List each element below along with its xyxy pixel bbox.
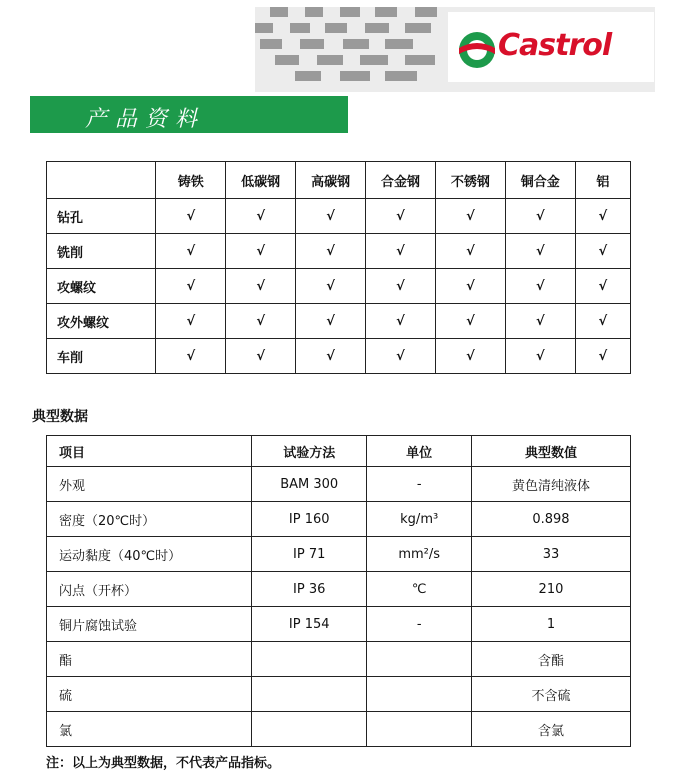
check-mark: √ <box>366 304 436 339</box>
table-cell: 运动黏度（40℃时） <box>47 537 252 572</box>
table-cell: 外观 <box>47 467 252 502</box>
table-row <box>47 304 631 339</box>
table-cell: IP 154 <box>251 607 367 642</box>
table-cell: IP 71 <box>251 537 367 572</box>
check-mark: √ <box>156 199 226 234</box>
table-row <box>47 677 631 712</box>
check-mark: √ <box>296 199 366 234</box>
table-cell: 硫 <box>47 677 252 712</box>
table-cell: 210 <box>471 572 630 607</box>
table-cell: kg/m³ <box>367 502 471 537</box>
check-mark: √ <box>226 339 296 374</box>
check-mark: √ <box>435 339 505 374</box>
page-title: 产品资料 <box>85 107 206 132</box>
check-mark: √ <box>156 339 226 374</box>
check-mark: √ <box>435 199 505 234</box>
table-cell: 酯 <box>47 642 252 677</box>
table-cell: 氯 <box>47 712 252 747</box>
table-row <box>47 467 631 502</box>
table-cell <box>367 642 471 677</box>
row-label: 钻孔 <box>47 199 156 234</box>
column-header: 低碳钢 <box>226 162 296 199</box>
table-cell: 密度（20℃时） <box>47 502 252 537</box>
table-cell: IP 160 <box>251 502 367 537</box>
check-mark: √ <box>435 304 505 339</box>
row-label: 攻外螺纹 <box>47 304 156 339</box>
typical-data-table <box>46 435 631 747</box>
check-mark: √ <box>156 234 226 269</box>
column-header: 高碳钢 <box>296 162 366 199</box>
table-cell: 闪点（开杯） <box>47 572 252 607</box>
table-cell: - <box>367 607 471 642</box>
table-row <box>47 199 631 234</box>
table-header-row <box>47 162 631 199</box>
check-mark: √ <box>226 199 296 234</box>
table-row <box>47 537 631 572</box>
check-mark: √ <box>575 269 630 304</box>
table-cell: 33 <box>471 537 630 572</box>
check-mark: √ <box>226 304 296 339</box>
table-cell: BAM 300 <box>251 467 367 502</box>
column-header: 单位 <box>367 436 471 467</box>
title-bar <box>30 96 348 133</box>
check-mark: √ <box>156 304 226 339</box>
header <box>0 0 675 135</box>
column-header <box>47 162 156 199</box>
check-mark: √ <box>505 199 575 234</box>
row-label: 铣削 <box>47 234 156 269</box>
section-heading: 典型数据 <box>32 409 88 425</box>
table-row <box>47 607 631 642</box>
table-row <box>47 502 631 537</box>
table-cell <box>367 712 471 747</box>
table-cell <box>367 677 471 712</box>
check-mark: √ <box>575 339 630 374</box>
check-mark: √ <box>505 339 575 374</box>
brand-name: Castrol <box>498 28 612 63</box>
column-header: 铸铁 <box>156 162 226 199</box>
table-row <box>47 339 631 374</box>
table-cell: 含氯 <box>471 712 630 747</box>
table-cell: 含酯 <box>471 642 630 677</box>
footnote: 注：以上为典型数据，不代表产品指标。 <box>46 756 281 771</box>
column-header: 试验方法 <box>251 436 367 467</box>
check-mark: √ <box>226 269 296 304</box>
check-mark: √ <box>435 234 505 269</box>
column-header: 不锈钢 <box>435 162 505 199</box>
checker-pattern-icon <box>255 7 455 97</box>
table-cell <box>251 642 367 677</box>
check-mark: √ <box>226 234 296 269</box>
check-mark: √ <box>366 339 436 374</box>
column-header: 铝 <box>575 162 630 199</box>
table-cell: ℃ <box>367 572 471 607</box>
column-header: 典型数值 <box>471 436 630 467</box>
table-row <box>47 234 631 269</box>
check-mark: √ <box>156 269 226 304</box>
table-cell: 不含硫 <box>471 677 630 712</box>
check-mark: √ <box>575 304 630 339</box>
column-header: 项目 <box>47 436 252 467</box>
table-row <box>47 712 631 747</box>
table-cell: - <box>367 467 471 502</box>
table-cell: mm²/s <box>367 537 471 572</box>
check-mark: √ <box>505 234 575 269</box>
row-label: 车削 <box>47 339 156 374</box>
table-cell: IP 36 <box>251 572 367 607</box>
table-header-row <box>47 436 631 467</box>
table-cell: 1 <box>471 607 630 642</box>
castrol-emblem-icon <box>455 28 499 72</box>
table-row <box>47 572 631 607</box>
check-mark: √ <box>575 234 630 269</box>
row-label: 攻螺纹 <box>47 269 156 304</box>
table-row <box>47 269 631 304</box>
table-cell <box>251 712 367 747</box>
column-header: 铜合金 <box>505 162 575 199</box>
check-mark: √ <box>296 234 366 269</box>
table-cell <box>251 677 367 712</box>
check-mark: √ <box>435 269 505 304</box>
column-header: 合金钢 <box>366 162 436 199</box>
table-row <box>47 642 631 677</box>
check-mark: √ <box>296 304 366 339</box>
check-mark: √ <box>505 304 575 339</box>
application-table <box>46 161 631 374</box>
check-mark: √ <box>366 199 436 234</box>
table-cell: 黄色清纯液体 <box>471 467 630 502</box>
table-cell: 0.898 <box>471 502 630 537</box>
check-mark: √ <box>505 269 575 304</box>
check-mark: √ <box>296 339 366 374</box>
check-mark: √ <box>296 269 366 304</box>
check-mark: √ <box>575 199 630 234</box>
check-mark: √ <box>366 269 436 304</box>
table-cell: 铜片腐蚀试验 <box>47 607 252 642</box>
check-mark: √ <box>366 234 436 269</box>
